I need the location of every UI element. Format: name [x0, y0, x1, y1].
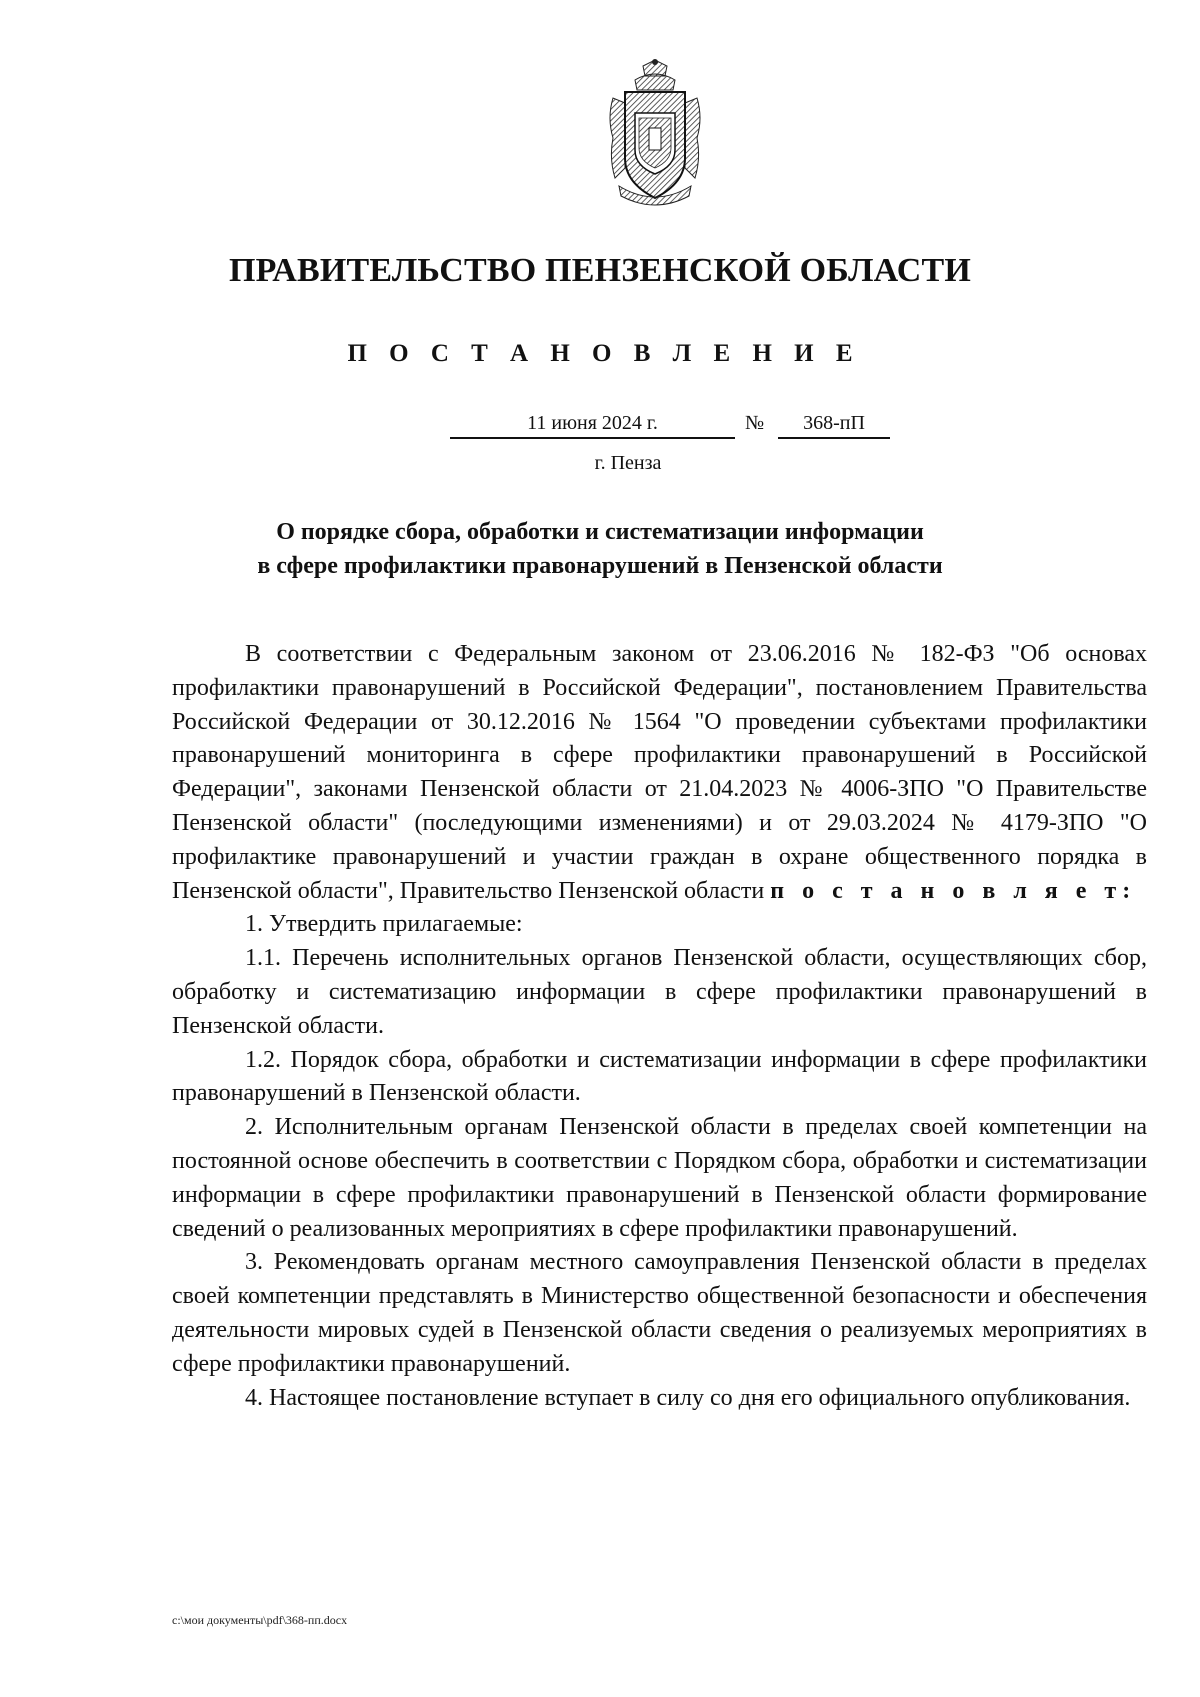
heading-line-2: в сфере профилактики правонарушений в Пензенской области — [257, 553, 943, 579]
document-body — [172, 638, 1147, 1415]
document-heading — [150, 515, 1050, 583]
document-city: г. Пенза — [594, 452, 662, 474]
organization-title: ПРАВИТЕЛЬСТВО ПЕНЗЕНСКОЙ ОБЛАСТИ — [228, 252, 971, 289]
resolves-word: п о с т а н о в л я е т: — [770, 877, 1137, 904]
coat-of-arms-icon — [605, 58, 705, 210]
item-4: 4. Настоящее постановление вступает в силу со дня его официального опубликования. — [245, 1384, 1131, 1411]
item-2: 2. Исполнительным органам Пензенской области в пределах своей компетенции на постоянной основе обеспечить в соответствии с Порядком сбора, обработки и систематизации информации в сфере профилактики правонарушений в Пензенской области формирование сведений о реализованных мероприятиях в сфере профилактики правонарушений. — [172, 1114, 1147, 1242]
heading-line-1: О порядке сбора, обработки и систематизации информации — [276, 519, 924, 545]
document-type: П О С Т А Н О В Л Е Н И Е — [347, 340, 861, 367]
item-3: 3. Рекомендовать органам местного самоуправления Пензенской области в пределах своей компетенции представлять в Министерство общественной безопасности и обеспечения деятельности мировых судей в Пензенской области сведения о реализуемых мероприятиях в сфере профилактики правонарушений. — [172, 1249, 1147, 1377]
item-1-2: 1.2. Порядок сбора, обработки и систематизации информации в сфере профилактики правонарушений в Пензенской области. — [172, 1046, 1147, 1107]
number-sign: № — [745, 412, 765, 434]
footer-file-path: c:\мои документы\pdf\368-пп.docx — [172, 1613, 348, 1627]
preamble-text: В соответствии с Федеральным законом от 23.06.2016 № 182-ФЗ "Об основах профилактики правонарушений в Российской Федерации", постановлением Правительства Российской Федерации от 30.12.2016 № 1564 "О проведении субъектами профилактики правонарушений мониторинга в сфере профилактики правонарушений в Российской Федерации", законами Пензенской области от 21.04.2023 № 4006-ЗПО "О Правительстве Пензенской области" (последующими изменениями) и от 29.03.2024 № 4179-ЗПО "О профилактике правонарушений и участии граждан в охране общественного порядка в Пензенской области", Правительство Пензенской области — [172, 641, 1147, 904]
document-date: 11 июня 2024 г. — [450, 410, 735, 439]
preamble-paragraph — [172, 638, 1147, 908]
item-1: 1. Утвердить прилагаемые: — [245, 911, 523, 938]
document-number: 368-пП — [778, 410, 890, 439]
item-1-1: 1.1. Перечень исполнительных органов Пензенской области, осуществляющих сбор, обработку и систематизацию информации в сфере профилактики правонарушений в Пензенской области. — [172, 945, 1147, 1039]
